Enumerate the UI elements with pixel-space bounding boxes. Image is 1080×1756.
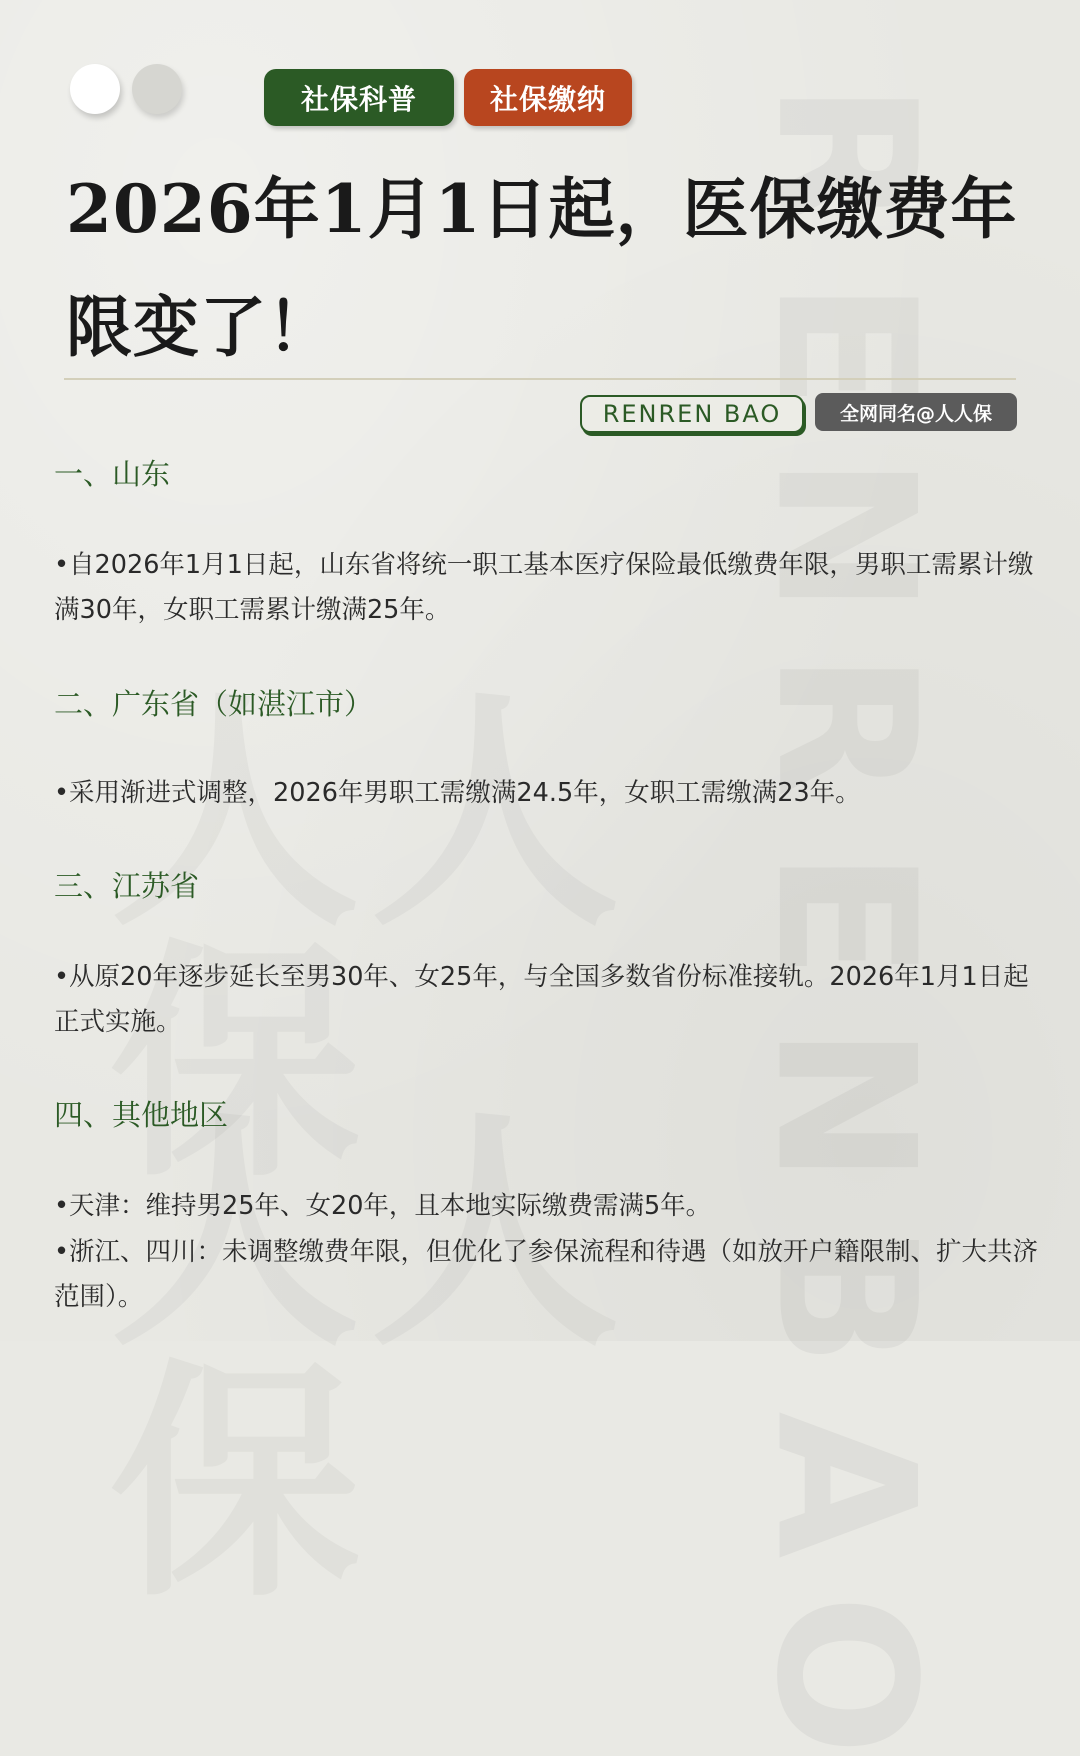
section-paragraph: •自2026年1月1日起，山东省将统一职工基本医疗保险最低缴费年限，男职工需累计缴满30年，女职工需累计缴满25年。 (54, 550, 1034, 625)
section-heading-jiangsu: 三、江苏省 (54, 869, 200, 903)
renrenbao-logo: RENREN BAO (580, 395, 804, 433)
white-circle-decoration (70, 64, 120, 114)
tag-social-security-payment: 社保缴纳 (464, 69, 632, 126)
section-heading-guangdong: 二、广东省（如湛江市） (54, 687, 374, 721)
watermark-letter (750, 1411, 940, 1558)
section-heading-other-regions: 四、其他地区 (54, 1098, 229, 1132)
section-paragraph: •浙江、四川：未调整缴费年限，但优化了参保流程和待遇（如放开户籍限制、扩大共济范围）。 (54, 1237, 1039, 1312)
grey-circle-decoration (132, 64, 182, 114)
account-handle-badge: 全网同名@人人保 (815, 393, 1017, 431)
tag-social-security-science: 社保科普 (264, 69, 454, 126)
section-paragraph: •采用渐进式调整，2026年男职工需缴满24.5年，女职工需缴满23年。 (54, 778, 861, 808)
section-heading-shandong: 一、山东 (54, 457, 171, 491)
section-paragraph: •天津：维持男25年、女20年，且本地实际缴费需满5年。 (54, 1191, 712, 1221)
divider (64, 378, 1016, 380)
section-paragraph: •从原20年逐步延长至男30年、女25年，与全国多数省份标准接轨。2026年1月1日起正式实施。 (54, 962, 1029, 1037)
page-title: 2026年1月1日起，医保缴费年限变了！ (66, 170, 1018, 366)
watermark-letter (750, 1594, 940, 1756)
